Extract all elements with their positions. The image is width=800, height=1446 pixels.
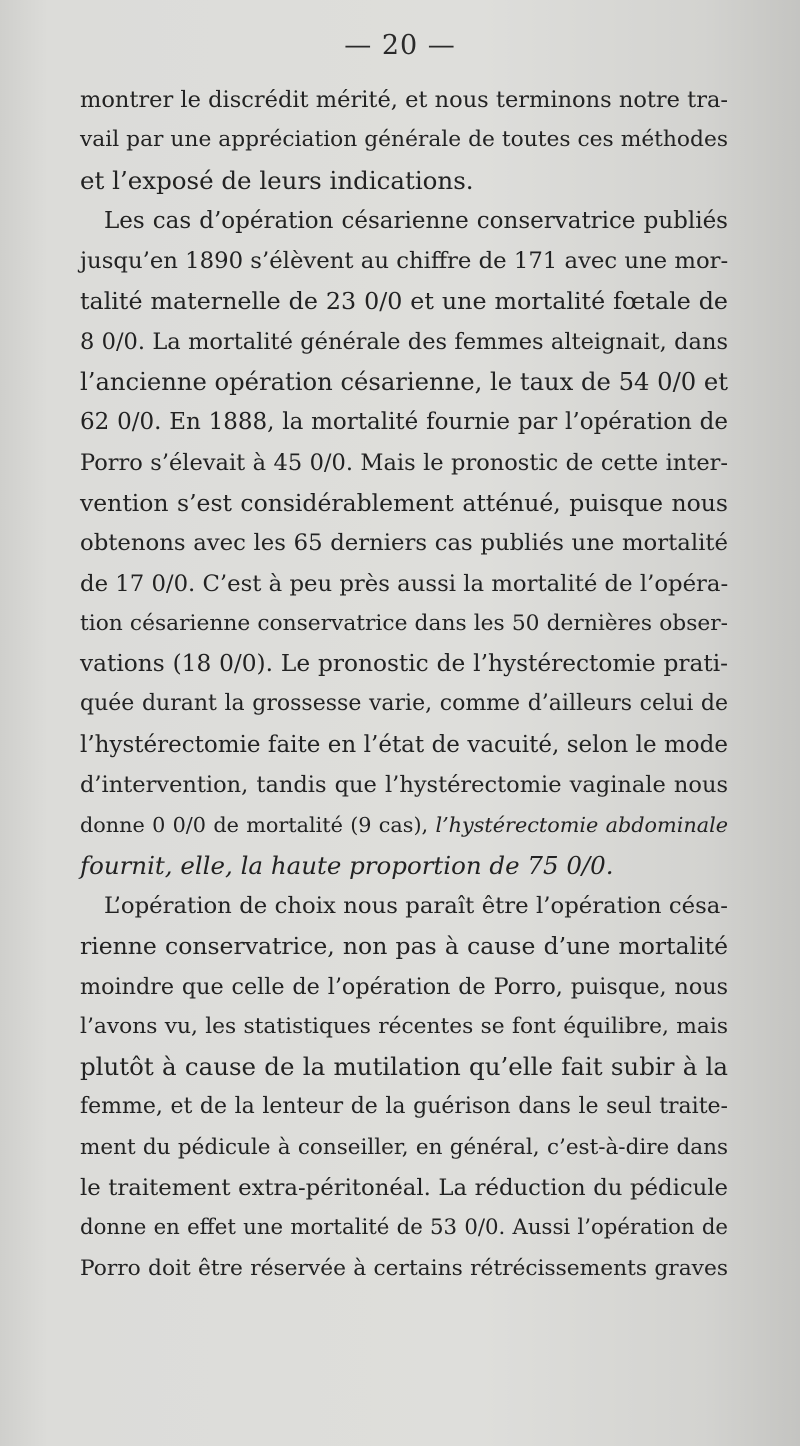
text-line: vations (18 0/0). Le pronostic de l’hystérectomie prati- [80,650,728,678]
text-line: moindre que celle de l’opération de Porro, puisque, nous [80,973,728,1000]
paragraph-1 [80,80,728,201]
text-line: jusqu’en 1890 s’élèvent au chiffre de 171 avec une mor- [80,248,729,275]
text-line: montrer le discrédit mérité, et nous terminons notre tra- [80,87,728,113]
text-line: de 17 0/0. C’est à peu près aussi la mortalité de l’opéra- [80,570,729,597]
text-line: 62 0/0. En 1888, la mortalité fournie par l’opération de [80,409,728,436]
text-line: obtenons avec les 65 derniers cas publiés une mortalité [80,530,728,557]
text-line: talité maternelle de 23 0/0 et une mortalité fœtale de [80,287,728,316]
text-line: tion césarienne conservatrice dans les 50 dernières obser- [80,610,728,636]
text-line: vention s’est considérablement atténué, puisque nous [80,488,728,517]
text-line: Les cas d’opération césarienne conservatrice publiés [104,207,728,234]
paragraph-2 [80,201,728,886]
text-line: le traitement extra-péritonéal. La réduction du pédicule [80,1175,728,1202]
paragraph-3 [80,886,728,1289]
text-line: Porro s’élevait à 45 0/0. Mais le pronostic de cette inter- [80,449,728,476]
text-line: l’ancienne opération césarienne, le taux de 54 0/0 et [80,367,729,397]
text-line: femme, et de la lenteur de la guérison dans le seul traite- [80,1094,728,1120]
text-line-italic: fournit, elle, la haute proportion de 75 0/0. [80,850,614,880]
text-line: 8 0/0. La mortalité générale des femmes alteignait, dans [80,328,728,355]
text-segment-roman: donne 0 0/0 de mortalité (9 cas), [80,813,436,838]
text-line: L’opération de choix nous paraît être l’opération césa- [104,892,728,919]
text-line: vail par une appréciation générale de toutes ces méthodes [80,127,728,153]
text-line: d’intervention, tandis que l’hystérectomie vaginale nous [80,772,728,799]
text-line: Porro doit être réservée à certains rétrécissements graves [80,1255,728,1281]
text-line: ment du pédicule à conseiller, en général, c’est-à-dire dans [80,1134,728,1160]
text-line: plutôt à cause de la mutilation qu’elle fait subir à la [80,1052,728,1082]
text-line: donne en effet une mortalité de 53 0/0. Aussi l’opération de [80,1215,728,1241]
text-line: l’avons vu, les statistiques récentes se font équilibre, mais [80,1013,728,1039]
body-text [80,80,728,1289]
text-line: et l’exposé de leurs indications. [80,165,474,195]
text-line: quée durant la grossesse varie, comme d’ailleurs celui de [80,691,728,717]
page-number: — 20 — [344,30,456,61]
text-line: rienne conservatrice, non pas à cause d’une mortalité [80,932,728,961]
text-line-mixed [80,805,728,845]
text-segment-italic: l’hystérectomie abdominale [435,813,728,838]
text-line: l’hystérectomie faite en l’état de vacuité, selon le mode [80,731,728,758]
